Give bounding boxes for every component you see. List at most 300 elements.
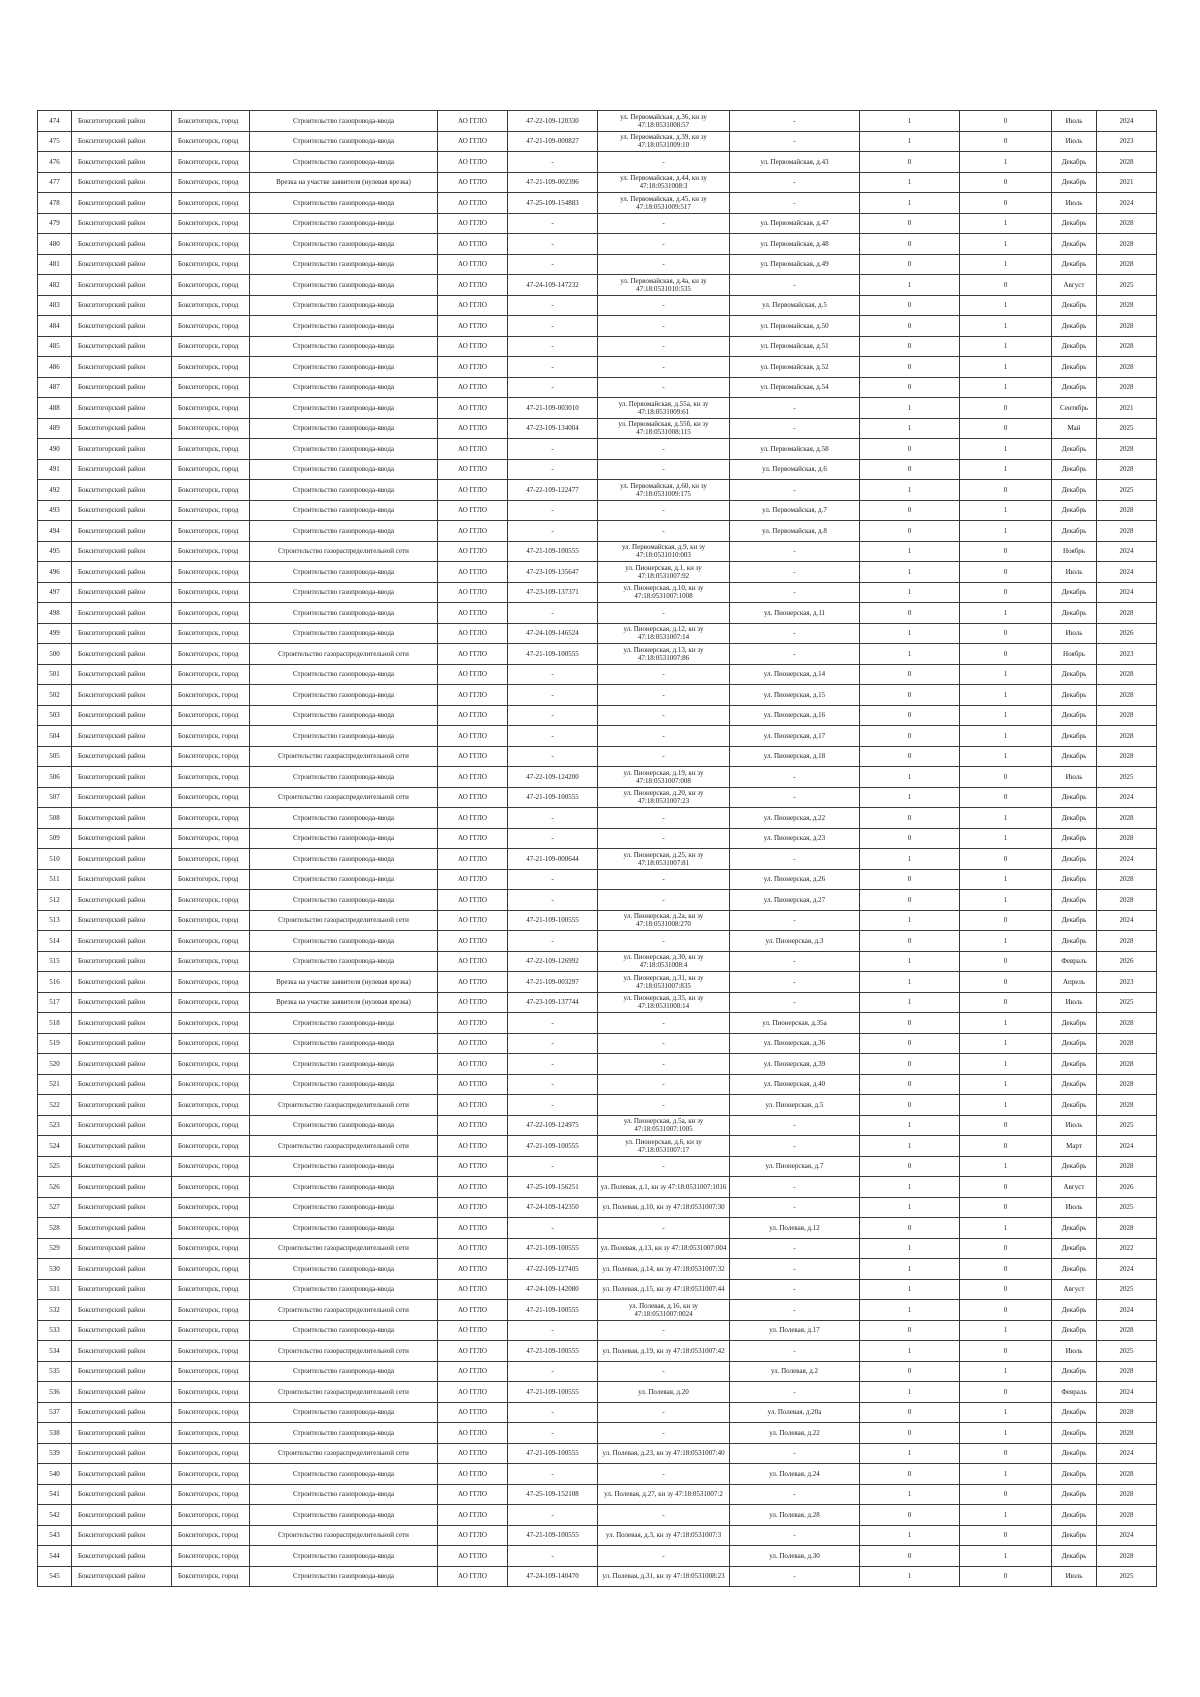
work-type-cell: Строительство газопровода-ввода (250, 213, 438, 234)
month-cell: Декабрь (1052, 1013, 1097, 1034)
organization-cell: АО ГГЛО (438, 1300, 508, 1321)
work-type-cell: Строительство газопровода-ввода (250, 1218, 438, 1239)
district-cell: Бокситогорский район (72, 1279, 172, 1300)
table-row (38, 1197, 1157, 1218)
table-row (38, 1279, 1157, 1300)
district-cell: Бокситогорский район (72, 767, 172, 788)
count-b-cell: 1 (960, 1013, 1052, 1034)
settlement-cell: Бокситогорск, город (172, 357, 250, 378)
address-cell: ул. Первомайская, д.5 (730, 295, 860, 316)
district-cell: Бокситогорский район (72, 1136, 172, 1157)
month-cell: Декабрь (1052, 1443, 1097, 1464)
settlement-cell: Бокситогорск, город (172, 1156, 250, 1177)
organization-cell: АО ГГЛО (438, 1505, 508, 1526)
row-number-cell: 488 (38, 398, 72, 419)
work-type-cell: Строительство газопровода-ввода (250, 1197, 438, 1218)
count-a-cell: 1 (860, 644, 960, 665)
row-number-cell: 542 (38, 1505, 72, 1526)
application-number-cell: 47-21-109-000827 (508, 131, 598, 152)
count-a-cell: 0 (860, 808, 960, 829)
district-cell: Бокситогорский район (72, 193, 172, 214)
table-row (38, 705, 1157, 726)
settlement-cell: Бокситогорск, город (172, 1074, 250, 1095)
district-cell: Бокситогорский район (72, 316, 172, 337)
row-number-cell: 492 (38, 480, 72, 501)
district-cell: Бокситогорский район (72, 1320, 172, 1341)
district-cell: Бокситогорский район (72, 1443, 172, 1464)
year-cell: 2028 (1097, 1320, 1157, 1341)
organization-cell: АО ГГЛО (438, 1320, 508, 1341)
organization-cell: АО ГГЛО (438, 459, 508, 480)
address-with-cadastral-cell: ул. Полевая, д.19, кн зу 47:18:0531007:42 (598, 1341, 730, 1362)
work-type-cell: Строительство газопровода-ввода (250, 1566, 438, 1587)
address-with-cadastral-cell: ул. Полевая, д.10, кн зу 47:18:0531007:30 (598, 1197, 730, 1218)
district-cell: Бокситогорский район (72, 705, 172, 726)
settlement-cell: Бокситогорск, город (172, 705, 250, 726)
district-cell: Бокситогорский район (72, 890, 172, 911)
count-b-cell: 0 (960, 582, 1052, 603)
row-number-cell: 536 (38, 1382, 72, 1403)
year-cell: 2025 (1097, 480, 1157, 501)
count-a-cell: 0 (860, 603, 960, 624)
table-row (38, 685, 1157, 706)
address-cell: - (730, 1279, 860, 1300)
count-a-cell: 0 (860, 1054, 960, 1075)
district-cell: Бокситогорский район (72, 787, 172, 808)
row-number-cell: 524 (38, 1136, 72, 1157)
count-a-cell: 0 (860, 685, 960, 706)
row-number-cell: 483 (38, 295, 72, 316)
month-cell: Декабрь (1052, 1095, 1097, 1116)
address-cell: ул. Пионерская, д.36 (730, 1033, 860, 1054)
address-with-cadastral-cell: ул. Пионерская, д.1, кн зу 47:18:0531007:92 (598, 562, 730, 583)
count-b-cell: 1 (960, 746, 1052, 767)
address-with-cadastral-cell: ул. Первомайская, д.9, кн зу 47:18:0531010:003 (598, 541, 730, 562)
count-a-cell: 1 (860, 1115, 960, 1136)
settlement-cell: Бокситогорск, город (172, 336, 250, 357)
application-number-cell: 47-23-109-135647 (508, 562, 598, 583)
count-a-cell: 1 (860, 1136, 960, 1157)
address-cell: - (730, 275, 860, 296)
organization-cell: АО ГГЛО (438, 1177, 508, 1198)
district-cell: Бокситогорский район (72, 1238, 172, 1259)
address-cell: ул. Пионерская, д.22 (730, 808, 860, 829)
year-cell: 2025 (1097, 418, 1157, 439)
table-row (38, 972, 1157, 993)
row-number-cell: 497 (38, 582, 72, 603)
table-row (38, 1484, 1157, 1505)
month-cell: Декабрь (1052, 521, 1097, 542)
month-cell: Декабрь (1052, 1525, 1097, 1546)
count-b-cell: 1 (960, 336, 1052, 357)
work-type-cell: Строительство газораспределительной сети (250, 910, 438, 931)
settlement-cell: Бокситогорск, город (172, 951, 250, 972)
address-cell: ул. Первомайская, д.6 (730, 459, 860, 480)
count-a-cell: 1 (860, 275, 960, 296)
address-cell: ул. Первомайская, д.58 (730, 439, 860, 460)
organization-cell: АО ГГЛО (438, 1115, 508, 1136)
month-cell: Декабрь (1052, 336, 1097, 357)
row-number-cell: 516 (38, 972, 72, 993)
table-row (38, 1443, 1157, 1464)
count-b-cell: 1 (960, 439, 1052, 460)
row-number-cell: 482 (38, 275, 72, 296)
row-number-cell: 525 (38, 1156, 72, 1177)
year-cell: 2028 (1097, 336, 1157, 357)
count-a-cell: 0 (860, 1013, 960, 1034)
count-a-cell: 0 (860, 1074, 960, 1095)
year-cell: 2024 (1097, 1443, 1157, 1464)
table-row (38, 316, 1157, 337)
month-cell: Февраль (1052, 1382, 1097, 1403)
work-type-cell: Строительство газораспределительной сети (250, 1095, 438, 1116)
work-type-cell: Строительство газораспределительной сети (250, 644, 438, 665)
row-number-cell: 498 (38, 603, 72, 624)
table-row (38, 828, 1157, 849)
year-cell: 2022 (1097, 1238, 1157, 1259)
row-number-cell: 481 (38, 254, 72, 275)
settlement-cell: Бокситогорск, город (172, 500, 250, 521)
application-number-cell: 47-24-109-147232 (508, 275, 598, 296)
application-number-cell: - (508, 459, 598, 480)
address-with-cadastral-cell: - (598, 1054, 730, 1075)
count-a-cell: 0 (860, 1402, 960, 1423)
month-cell: Декабрь (1052, 664, 1097, 685)
district-cell: Бокситогорский район (72, 562, 172, 583)
address-with-cadastral-cell: - (598, 213, 730, 234)
year-cell: 2028 (1097, 213, 1157, 234)
settlement-cell: Бокситогорск, город (172, 172, 250, 193)
district-cell: Бокситогорский район (72, 111, 172, 132)
count-b-cell: 0 (960, 1484, 1052, 1505)
year-cell: 2028 (1097, 1505, 1157, 1526)
address-cell: - (730, 193, 860, 214)
address-cell: - (730, 1115, 860, 1136)
district-cell: Бокситогорский район (72, 746, 172, 767)
row-number-cell: 477 (38, 172, 72, 193)
address-with-cadastral-cell: - (598, 808, 730, 829)
month-cell: Декабрь (1052, 1464, 1097, 1485)
organization-cell: АО ГГЛО (438, 869, 508, 890)
count-a-cell: 0 (860, 152, 960, 173)
year-cell: 2028 (1097, 869, 1157, 890)
address-with-cadastral-cell: - (598, 705, 730, 726)
count-b-cell: 1 (960, 213, 1052, 234)
application-number-cell: - (508, 746, 598, 767)
count-a-cell: 0 (860, 664, 960, 685)
application-number-cell: - (508, 1423, 598, 1444)
address-with-cadastral-cell: ул. Пионерская, д.30, кн зу 47:18:0531008:4 (598, 951, 730, 972)
table-row (38, 1115, 1157, 1136)
count-b-cell: 1 (960, 1320, 1052, 1341)
address-with-cadastral-cell: ул. Первомайская, д.55а, кн зу 47:18:0531009:61 (598, 398, 730, 419)
work-type-cell: Строительство газопровода-ввода (250, 295, 438, 316)
organization-cell: АО ГГЛО (438, 644, 508, 665)
settlement-cell: Бокситогорск, город (172, 1505, 250, 1526)
year-cell: 2028 (1097, 1033, 1157, 1054)
address-cell: - (730, 787, 860, 808)
count-a-cell: 0 (860, 1320, 960, 1341)
district-cell: Бокситогорский район (72, 418, 172, 439)
settlement-cell: Бокситогорск, город (172, 931, 250, 952)
count-b-cell: 1 (960, 459, 1052, 480)
year-cell: 2026 (1097, 1177, 1157, 1198)
count-b-cell: 0 (960, 992, 1052, 1013)
organization-cell: АО ГГЛО (438, 1197, 508, 1218)
settlement-cell: Бокситогорск, город (172, 1361, 250, 1382)
district-cell: Бокситогорский район (72, 1484, 172, 1505)
address-with-cadastral-cell: ул. Пионерская, д.12, кн зу 47:18:0531007:14 (598, 623, 730, 644)
address-with-cadastral-cell: - (598, 1361, 730, 1382)
count-b-cell: 1 (960, 1095, 1052, 1116)
count-a-cell: 0 (860, 213, 960, 234)
address-cell: ул. Полевая, д.28 (730, 1505, 860, 1526)
count-b-cell: 1 (960, 1402, 1052, 1423)
address-cell: - (730, 972, 860, 993)
table-row (38, 767, 1157, 788)
month-cell: Июль (1052, 623, 1097, 644)
address-with-cadastral-cell: - (598, 1320, 730, 1341)
settlement-cell: Бокситогорск, город (172, 746, 250, 767)
district-cell: Бокситогорский район (72, 213, 172, 234)
application-number-cell: 47-21-109-100555 (508, 1238, 598, 1259)
address-cell: - (730, 1238, 860, 1259)
row-number-cell: 533 (38, 1320, 72, 1341)
table-row (38, 644, 1157, 665)
table-row (38, 1382, 1157, 1403)
application-number-cell: - (508, 152, 598, 173)
row-number-cell: 545 (38, 1566, 72, 1587)
row-number-cell: 527 (38, 1197, 72, 1218)
table-row (38, 1259, 1157, 1280)
address-cell: - (730, 172, 860, 193)
row-number-cell: 544 (38, 1546, 72, 1567)
row-number-cell: 515 (38, 951, 72, 972)
application-number-cell: 47-23-109-137371 (508, 582, 598, 603)
application-number-cell: - (508, 1156, 598, 1177)
year-cell: 2028 (1097, 1423, 1157, 1444)
organization-cell: АО ГГЛО (438, 1423, 508, 1444)
row-number-cell: 503 (38, 705, 72, 726)
settlement-cell: Бокситогорск, город (172, 992, 250, 1013)
work-type-cell: Строительство газопровода-ввода (250, 1279, 438, 1300)
count-a-cell: 1 (860, 623, 960, 644)
address-cell: - (730, 1382, 860, 1403)
address-cell: ул. Полевая, д.20а (730, 1402, 860, 1423)
work-type-cell: Строительство газопровода-ввода (250, 398, 438, 419)
count-b-cell: 1 (960, 1464, 1052, 1485)
settlement-cell: Бокситогорск, город (172, 1382, 250, 1403)
year-cell: 2021 (1097, 172, 1157, 193)
district-cell: Бокситогорский район (72, 1095, 172, 1116)
year-cell: 2028 (1097, 746, 1157, 767)
year-cell: 2028 (1097, 521, 1157, 542)
settlement-cell: Бокситогорск, город (172, 459, 250, 480)
organization-cell: АО ГГЛО (438, 1382, 508, 1403)
application-number-cell: 47-22-109-124200 (508, 767, 598, 788)
district-cell: Бокситогорский район (72, 234, 172, 255)
count-b-cell: 0 (960, 1525, 1052, 1546)
address-with-cadastral-cell: - (598, 869, 730, 890)
address-with-cadastral-cell: - (598, 377, 730, 398)
count-b-cell: 0 (960, 1115, 1052, 1136)
application-number-cell: - (508, 890, 598, 911)
address-with-cadastral-cell: - (598, 336, 730, 357)
year-cell: 2028 (1097, 931, 1157, 952)
settlement-cell: Бокситогорск, город (172, 295, 250, 316)
count-a-cell: 1 (860, 1566, 960, 1587)
work-type-cell: Строительство газопровода-ввода (250, 1074, 438, 1095)
year-cell: 2028 (1097, 1546, 1157, 1567)
table-row (38, 111, 1157, 132)
table-row (38, 603, 1157, 624)
count-a-cell: 1 (860, 849, 960, 870)
district-cell: Бокситогорский район (72, 131, 172, 152)
count-a-cell: 0 (860, 500, 960, 521)
settlement-cell: Бокситогорск, город (172, 1218, 250, 1239)
address-cell: - (730, 623, 860, 644)
organization-cell: АО ГГЛО (438, 562, 508, 583)
address-with-cadastral-cell: ул. Полевая, д.1, кн зу 47:18:0531007:1016 (598, 1177, 730, 1198)
organization-cell: АО ГГЛО (438, 1013, 508, 1034)
row-number-cell: 506 (38, 767, 72, 788)
settlement-cell: Бокситогорск, город (172, 1443, 250, 1464)
count-a-cell: 1 (860, 787, 960, 808)
settlement-cell: Бокситогорск, город (172, 1566, 250, 1587)
district-cell: Бокситогорский район (72, 172, 172, 193)
row-number-cell: 543 (38, 1525, 72, 1546)
count-b-cell: 0 (960, 787, 1052, 808)
table-row (38, 890, 1157, 911)
address-cell: - (730, 1259, 860, 1280)
count-a-cell: 0 (860, 336, 960, 357)
month-cell: Декабрь (1052, 849, 1097, 870)
address-cell: ул. Полевая, д.17 (730, 1320, 860, 1341)
work-type-cell: Строительство газораспределительной сети (250, 541, 438, 562)
count-b-cell: 0 (960, 767, 1052, 788)
work-type-cell: Строительство газопровода-ввода (250, 1259, 438, 1280)
row-number-cell: 507 (38, 787, 72, 808)
district-cell: Бокситогорский район (72, 1566, 172, 1587)
count-b-cell: 1 (960, 1423, 1052, 1444)
count-a-cell: 0 (860, 459, 960, 480)
work-type-cell: Строительство газопровода-ввода (250, 1423, 438, 1444)
count-b-cell: 1 (960, 1033, 1052, 1054)
row-number-cell: 493 (38, 500, 72, 521)
table-row (38, 459, 1157, 480)
district-cell: Бокситогорский район (72, 377, 172, 398)
table-row (38, 418, 1157, 439)
organization-cell: АО ГГЛО (438, 295, 508, 316)
organization-cell: АО ГГЛО (438, 603, 508, 624)
count-b-cell: 0 (960, 972, 1052, 993)
work-type-cell: Строительство газораспределительной сети (250, 1238, 438, 1259)
month-cell: Декабрь (1052, 787, 1097, 808)
address-with-cadastral-cell: - (598, 1156, 730, 1177)
table-row (38, 787, 1157, 808)
work-type-cell: Строительство газопровода-ввода (250, 1546, 438, 1567)
month-cell: Декабрь (1052, 1423, 1097, 1444)
district-cell: Бокситогорский район (72, 808, 172, 829)
year-cell: 2025 (1097, 275, 1157, 296)
work-type-cell: Строительство газопровода-ввода (250, 603, 438, 624)
count-a-cell: 1 (860, 172, 960, 193)
count-a-cell: 1 (860, 972, 960, 993)
count-b-cell: 0 (960, 111, 1052, 132)
address-with-cadastral-cell: - (598, 685, 730, 706)
address-cell: ул. Пионерская, д.5 (730, 1095, 860, 1116)
application-number-cell: - (508, 1402, 598, 1423)
row-number-cell: 532 (38, 1300, 72, 1321)
work-type-cell: Строительство газопровода-ввода (250, 1013, 438, 1034)
count-b-cell: 0 (960, 562, 1052, 583)
row-number-cell: 538 (38, 1423, 72, 1444)
address-cell: - (730, 1525, 860, 1546)
application-number-cell: 47-22-109-126992 (508, 951, 598, 972)
application-number-cell: - (508, 1074, 598, 1095)
row-number-cell: 476 (38, 152, 72, 173)
count-b-cell: 0 (960, 1259, 1052, 1280)
count-a-cell: 0 (860, 1423, 960, 1444)
work-type-cell: Строительство газопровода-ввода (250, 1484, 438, 1505)
month-cell: Май (1052, 418, 1097, 439)
table-row (38, 664, 1157, 685)
address-cell: - (730, 1177, 860, 1198)
month-cell: Сентябрь (1052, 398, 1097, 419)
settlement-cell: Бокситогорск, город (172, 1341, 250, 1362)
row-number-cell: 530 (38, 1259, 72, 1280)
work-type-cell: Строительство газопровода-ввода (250, 459, 438, 480)
application-number-cell: 47-25-109-156251 (508, 1177, 598, 1198)
month-cell: Июль (1052, 1115, 1097, 1136)
work-type-cell: Строительство газопровода-ввода (250, 193, 438, 214)
table-row (38, 1566, 1157, 1587)
address-cell: - (730, 849, 860, 870)
organization-cell: АО ГГЛО (438, 1074, 508, 1095)
address-cell: ул. Пионерская, д.11 (730, 603, 860, 624)
work-type-cell: Строительство газораспределительной сети (250, 1443, 438, 1464)
application-number-cell: - (508, 664, 598, 685)
month-cell: Декабрь (1052, 746, 1097, 767)
application-number-cell: 47-21-109-100555 (508, 1525, 598, 1546)
work-type-cell: Строительство газораспределительной сети (250, 1300, 438, 1321)
organization-cell: АО ГГЛО (438, 1054, 508, 1075)
address-cell: ул. Первомайская, д.51 (730, 336, 860, 357)
application-number-cell: - (508, 1013, 598, 1034)
address-cell: ул. Полевая, д.22 (730, 1423, 860, 1444)
year-cell: 2026 (1097, 623, 1157, 644)
settlement-cell: Бокситогорск, город (172, 726, 250, 747)
application-number-cell: - (508, 500, 598, 521)
count-b-cell: 1 (960, 377, 1052, 398)
address-with-cadastral-cell: - (598, 1074, 730, 1095)
count-a-cell: 0 (860, 1218, 960, 1239)
year-cell: 2028 (1097, 808, 1157, 829)
work-type-cell: Строительство газопровода-ввода (250, 316, 438, 337)
table-row (38, 1054, 1157, 1075)
address-with-cadastral-cell: - (598, 439, 730, 460)
address-with-cadastral-cell: - (598, 1464, 730, 1485)
organization-cell: АО ГГЛО (438, 1341, 508, 1362)
month-cell: Декабрь (1052, 931, 1097, 952)
district-cell: Бокситогорский район (72, 152, 172, 173)
count-a-cell: 1 (860, 1300, 960, 1321)
application-number-cell: 47-22-109-127405 (508, 1259, 598, 1280)
organization-cell: АО ГГЛО (438, 726, 508, 747)
district-cell: Бокситогорский район (72, 480, 172, 501)
count-b-cell: 1 (960, 664, 1052, 685)
month-cell: Август (1052, 1177, 1097, 1198)
